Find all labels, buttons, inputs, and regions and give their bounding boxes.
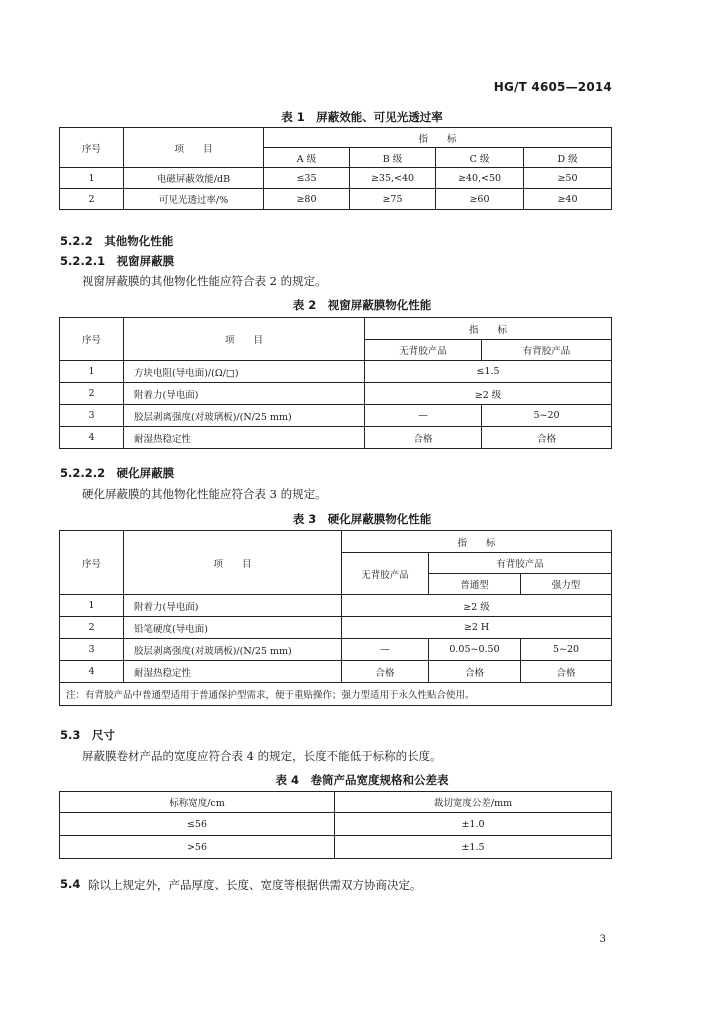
table1-cell: ≥80 <box>264 189 350 210</box>
table4-cell: ≤56 <box>60 813 335 836</box>
table2-cell: 胶层剥离强度(对玻璃板)/(N/25 mm) <box>124 405 365 427</box>
table1-cell: 电磁屏蔽效能/dB <box>124 168 264 189</box>
table4-cell: ±1.5 <box>335 836 612 859</box>
table2-cell: 5~20 <box>482 405 612 427</box>
table3-cell: 胶层剥离强度(对玻璃板)/(N/25 mm) <box>124 639 342 661</box>
table1 <box>59 127 612 210</box>
table2-header-no-backing: 无背胶产品 <box>365 340 482 361</box>
table2-cell: ≥2 级 <box>365 383 612 405</box>
table3-cell: 耐湿热稳定性 <box>124 661 342 683</box>
table-row <box>60 639 612 661</box>
table-row <box>60 813 612 836</box>
page-number: 3 <box>599 934 606 945</box>
table3-cell: 合格 <box>429 661 521 683</box>
table2-cell: 附着力(导电面) <box>124 383 365 405</box>
table1-cell: ≥40 <box>524 189 612 210</box>
table2-cell: 2 <box>60 383 124 405</box>
table1-header-spec: 指 标 <box>264 128 612 148</box>
table-row <box>60 427 612 449</box>
table1-grade: B 级 <box>350 148 436 168</box>
table1-cell: ≥60 <box>436 189 524 210</box>
table3-caption: 表 3 硬化屏蔽膜物化性能 <box>292 512 432 526</box>
table1-header-item: 项 目 <box>124 128 264 168</box>
table-row <box>60 661 612 683</box>
table3-cell: — <box>342 639 429 661</box>
table1-cell: ≥75 <box>350 189 436 210</box>
table3-cell: 0.05~0.50 <box>429 639 521 661</box>
table2-header-backing: 有背胶产品 <box>482 340 612 361</box>
table1-caption: 表 1 屏蔽效能、可见光透过率 <box>281 110 443 124</box>
table3-cell: 1 <box>60 595 124 617</box>
table-row <box>60 405 612 427</box>
table-row <box>60 189 612 210</box>
table3-cell: 2 <box>60 617 124 639</box>
table2-caption: 表 2 视窗屏蔽膜物化性能 <box>292 298 432 312</box>
table-row <box>60 361 612 383</box>
table1-header-seq: 序号 <box>60 128 124 168</box>
table1-cell: 1 <box>60 168 124 189</box>
table2-cell: ≤1.5 <box>365 361 612 383</box>
table3-header-normal: 普通型 <box>429 574 521 595</box>
section-5-3-text: 屏蔽膜卷材产品的宽度应符合表 4 的规定，长度不能低于标称的长度。 <box>82 749 442 763</box>
table2-cell: 4 <box>60 427 124 449</box>
section-5-3-title: 5.3 尺寸 <box>60 728 115 742</box>
table2-header-spec: 指 标 <box>365 318 612 340</box>
section-5-4-text: 除以上规定外，产品厚度、长度、宽度等根据供需双方协商决定。 <box>88 878 422 892</box>
table1-cell: ≤35 <box>264 168 350 189</box>
table3-cell: 附着力(导电面) <box>124 595 342 617</box>
table4-cell: >56 <box>60 836 335 859</box>
table1-cell: ≥35,<40 <box>350 168 436 189</box>
table3-cell: 4 <box>60 661 124 683</box>
table-row <box>60 836 612 859</box>
table3-cell: ≥2 H <box>342 617 612 639</box>
table2-header-item: 项 目 <box>124 318 365 361</box>
table3-note: 注：有背胶产品中普通型适用于普通保护型需求，便于重贴操作；强力型适用于永久性贴合使用。 <box>60 683 612 706</box>
table4-header-width: 标称宽度/cm <box>60 792 335 813</box>
section-5-2-2-2-title: 5.2.2.2 硬化屏蔽膜 <box>60 466 175 480</box>
section-5-4-number: 5.4 <box>60 877 81 891</box>
table3-header-strong: 强力型 <box>521 574 612 595</box>
table1-cell: ≥50 <box>524 168 612 189</box>
table2 <box>59 317 612 449</box>
table2-cell: 1 <box>60 361 124 383</box>
table4-header-tolerance: 裁切宽度公差/mm <box>335 792 612 813</box>
table3-cell: 3 <box>60 639 124 661</box>
section-5-2-2-2-text: 硬化屏蔽膜的其他物化性能应符合表 3 的规定。 <box>82 487 327 501</box>
table2-cell: 合格 <box>482 427 612 449</box>
table2-header-seq: 序号 <box>60 318 124 361</box>
table1-grade: A 级 <box>264 148 350 168</box>
table3-cell: 铅笔硬度(导电面) <box>124 617 342 639</box>
table3-cell: ≥2 级 <box>342 595 612 617</box>
table2-cell: 方块电阻(导电面)/(Ω/□) <box>124 361 365 383</box>
table3-cell: 合格 <box>521 661 612 683</box>
section-5-2-2-1-text: 视窗屏蔽膜的其他物化性能应符合表 2 的规定。 <box>82 274 327 288</box>
table3-header-seq: 序号 <box>60 531 124 595</box>
table-row <box>60 595 612 617</box>
table-row <box>60 617 612 639</box>
table4-cell: ±1.0 <box>335 813 612 836</box>
table3-header-spec: 指 标 <box>342 531 612 553</box>
standard-id: HG/T 4605—2014 <box>493 80 612 94</box>
table2-cell: 耐湿热稳定性 <box>124 427 365 449</box>
table1-cell: ≥40,<50 <box>436 168 524 189</box>
table3-cell: 5~20 <box>521 639 612 661</box>
table2-cell: — <box>365 405 482 427</box>
table3 <box>59 530 612 706</box>
section-5-2-2-title: 5.2.2 其他物化性能 <box>60 234 174 248</box>
table4 <box>59 791 612 859</box>
table4-caption: 表 4 卷筒产品宽度规格和公差表 <box>275 773 449 787</box>
table1-grade: C 级 <box>436 148 524 168</box>
table2-cell: 3 <box>60 405 124 427</box>
table3-cell: 合格 <box>342 661 429 683</box>
table3-header-item: 项 目 <box>124 531 342 595</box>
section-5-2-2-1-title: 5.2.2.1 视窗屏蔽膜 <box>60 254 175 268</box>
table3-header-backing: 有背胶产品 <box>429 553 612 574</box>
table2-cell: 合格 <box>365 427 482 449</box>
table1-grade: D 级 <box>524 148 612 168</box>
table1-cell: 2 <box>60 189 124 210</box>
table3-header-no-backing: 无背胶产品 <box>342 553 429 595</box>
table-row <box>60 383 612 405</box>
table-row <box>60 168 612 189</box>
table1-cell: 可见光透过率/% <box>124 189 264 210</box>
